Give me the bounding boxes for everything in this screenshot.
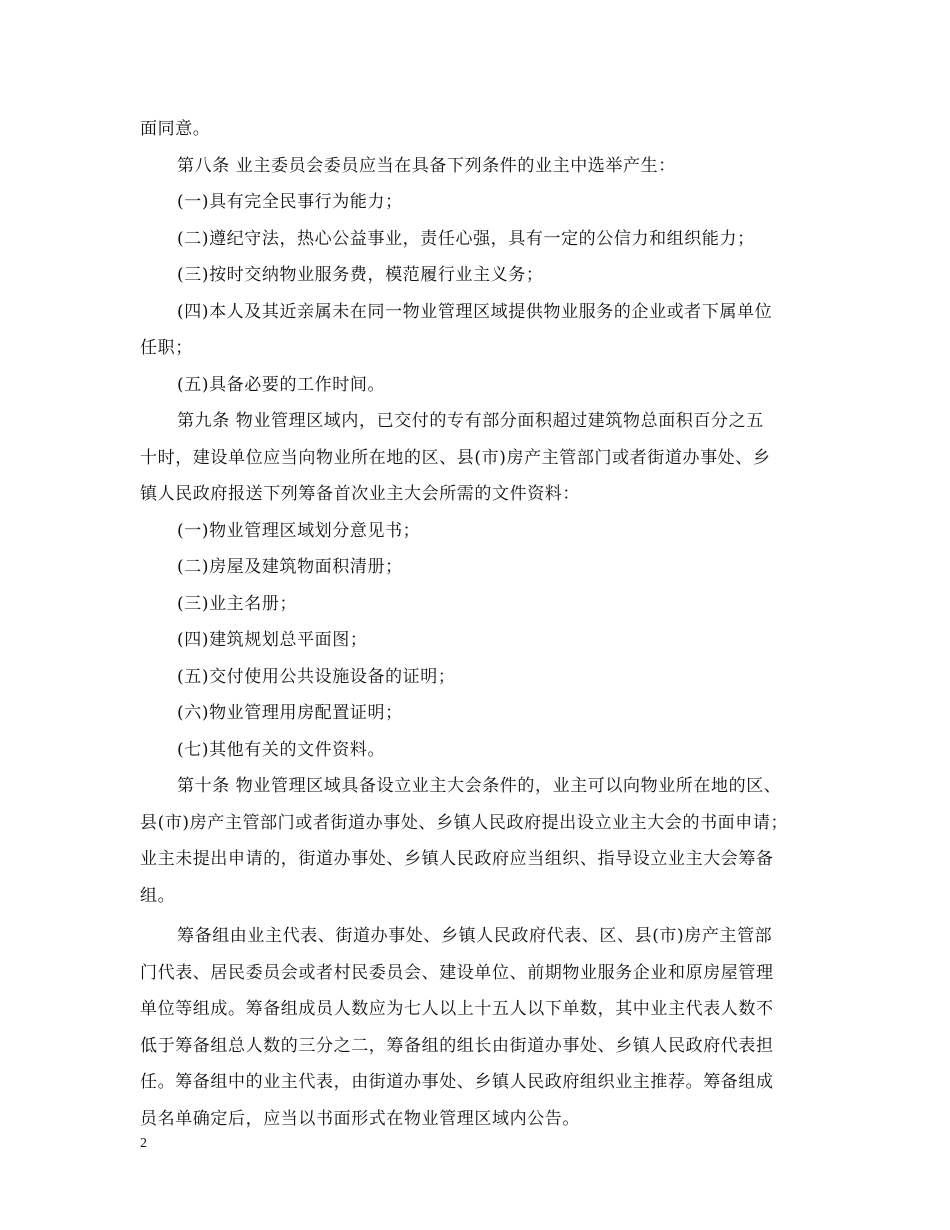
list-item: (一)物业管理区域划分意见书； bbox=[177, 520, 421, 541]
list-item: (五)交付使用公共设施设备的证明； bbox=[177, 666, 456, 687]
text-line: 员名单确定后，应当以书面形式在物业管理区域内公告。 bbox=[140, 1108, 580, 1129]
list-item: (七)其他有关的文件资料。 bbox=[177, 739, 386, 760]
page-number: 2 bbox=[140, 1136, 147, 1151]
text-line: 任。筹备组中的业主代表，由街道办事处、乡镇人民政府组织业主推荐。筹备组成 bbox=[140, 1072, 774, 1092]
list-item: (三)按时交纳物业服务费，模范履行业主义务； bbox=[177, 265, 544, 285]
text-line: 业主未提出申请的，街道办事处、乡镇人民政府应当组织、指导设立业主大会筹备 bbox=[140, 849, 774, 869]
paragraph-start: 筹备组由业主代表、街道办事处、乡镇人民政府代表、区、县(市)房产主管部 bbox=[177, 926, 773, 946]
list-item: (四)建筑规划总平面图； bbox=[177, 630, 368, 650]
text-line: 组。 bbox=[140, 885, 176, 906]
document-body bbox=[140, 111, 812, 1137]
list-item: (二)遵纪守法，热心公益事业，责任心强，具有一定的公信力和组织能力； bbox=[177, 228, 755, 249]
list-item: (六)物业管理用房配置证明； bbox=[177, 703, 403, 723]
list-item: (一)具有完全民事行为能力； bbox=[177, 192, 403, 212]
text-line: 单位等组成。筹备组成员人数应为七人以上十五人以下单数，其中业主代表人数不 bbox=[140, 999, 774, 1019]
list-item: (二)房屋及建筑物面积清册； bbox=[177, 557, 403, 577]
list-item: (四)本人及其近亲属未在同一物业管理区域提供物业服务的企业或者下属单位 bbox=[177, 301, 773, 322]
text-line: 镇人民政府报送下列筹备首次业主大会所需的文件资料： bbox=[140, 484, 580, 504]
article-10-heading: 第十条 物业管理区域具备设立业主大会条件的，业主可以向物业所在地的区、 bbox=[177, 776, 782, 796]
text-line: 任职； bbox=[140, 338, 193, 358]
text-line: 面同意。 bbox=[140, 119, 211, 139]
text-line: 十时，建设单位应当向物业所在地的区、县(市)房产主管部门或者街道办事处、乡 bbox=[140, 447, 771, 468]
text-line: 县(市)房产主管部门或者街道办事处、乡镇人民政府提出设立业主大会的书面申请； bbox=[140, 812, 789, 833]
list-item: (五)具备必要的工作时间。 bbox=[177, 374, 386, 395]
article-8-heading: 第八条 业主委员会委员应当在具备下列条件的业主中选举产生： bbox=[177, 155, 676, 176]
text-line: 门代表、居民委员会或者村民委员会、建设单位、前期物业服务企业和原房屋管理 bbox=[140, 962, 774, 983]
text-line: 低于筹备组总人数的三分之二，筹备组的组长由街道办事处、乡镇人民政府代表担 bbox=[140, 1035, 774, 1056]
list-item: (三)业主名册； bbox=[177, 593, 298, 614]
article-9-heading: 第九条 物业管理区域内，已交付的专有部分面积超过建筑物总面积百分之五 bbox=[177, 411, 764, 431]
